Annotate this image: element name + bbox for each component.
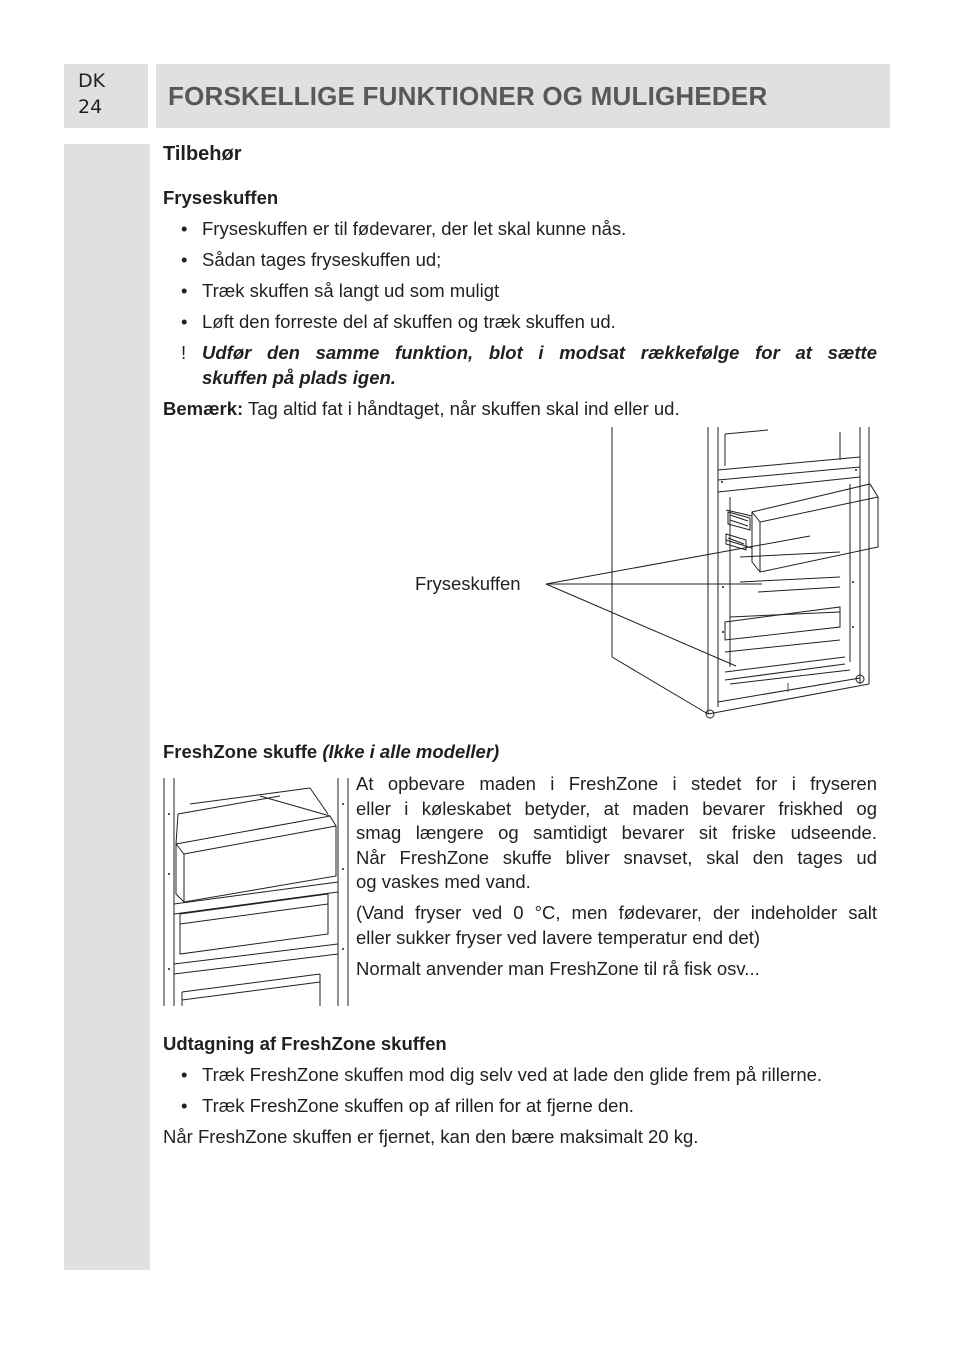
bullet-mark: • <box>181 1064 188 1085</box>
note-text: Tag altid fat i håndtaget, når skuffen skal ind eller ud. <box>243 398 680 419</box>
side-bar <box>64 144 150 1270</box>
fryse-warning-line-1: Udfør den samme funktion, blot i modsat rækkefølge for at sætte <box>202 342 877 363</box>
freshzone-para1-line-2: eller i køleskabet betyder, at maden bevarer friskhed og <box>356 798 877 819</box>
fryse-note <box>163 397 680 421</box>
title-bar <box>156 64 890 128</box>
freshzone-para2-line-2: eller sukker fryser ved lavere temperatur end det) <box>356 927 761 948</box>
freshzone-heading <box>163 740 499 764</box>
freshzone-drawer-illustration <box>160 774 352 1008</box>
note-label: Bemærk: <box>163 398 244 419</box>
section-title: Tilbehør <box>163 143 242 165</box>
fryse-bullet-4: Løft den forreste del af skuffen og træk skuffen ud. <box>202 311 616 332</box>
fryse-bullet-1: Fryseskuffen er til fødevarer, der let skal kunne nås. <box>202 218 627 239</box>
fryse-bullet-2: Sådan tages fryseskuffen ud; <box>202 249 442 270</box>
fryse-bullet-3: Træk skuffen så langt ud som muligt <box>202 280 500 301</box>
removal-bullet-2: Træk FreshZone skuffen op af rillen for at fjerne den. <box>202 1095 634 1116</box>
freshzone-para1-line-3: smag længere og samtidigt bevarer sit friske udseende. <box>356 822 877 843</box>
freshzone-heading-note: (Ikke i alle modeller) <box>322 741 500 762</box>
page-badge <box>64 64 148 128</box>
removal-heading: Udtagning af FreshZone skuffen <box>163 1033 447 1054</box>
figure-label-fryseskuffen: Fryseskuffen <box>415 573 521 594</box>
freshzone-para1-line-1: At opbevare maden i FreshZone i stedet for i fryseren <box>356 773 877 794</box>
fryse-warning-line-2: skuffen på plads igen. <box>202 367 396 388</box>
page-title: FORSKELLIGE FUNKTIONER OG MULIGHEDER <box>168 81 768 111</box>
fryse-heading: Fryseskuffen <box>163 187 279 208</box>
freezer-drawer-illustration <box>540 422 885 722</box>
bullet-mark: • <box>181 249 188 270</box>
bullet-mark: • <box>181 311 188 332</box>
page-number: 24 <box>78 96 103 118</box>
freshzone-heading-text: FreshZone skuffe <box>163 741 318 762</box>
warning-mark: ! <box>181 342 187 363</box>
language-code: DK <box>78 70 106 92</box>
freshzone-para1-line-4: Når FreshZone skuffe bliver snavset, skal den tages ud <box>356 847 877 868</box>
bullet-mark: • <box>181 280 188 301</box>
freshzone-para3: Normalt anvender man FreshZone til rå fisk osv... <box>356 958 760 979</box>
removal-bullet-1: Træk FreshZone skuffen mod dig selv ved at lade den glide frem på rillerne. <box>202 1064 823 1085</box>
bullet-mark: • <box>181 218 188 239</box>
freshzone-para1-line-5: og vaskes med vand. <box>356 871 531 892</box>
bullet-mark: • <box>181 1095 188 1116</box>
removal-note: Når FreshZone skuffen er fjernet, kan den bære maksimalt 20 kg. <box>163 1126 699 1147</box>
freshzone-para2-line-1: (Vand fryser ved 0 °C, men fødevarer, der indeholder salt <box>356 902 877 923</box>
